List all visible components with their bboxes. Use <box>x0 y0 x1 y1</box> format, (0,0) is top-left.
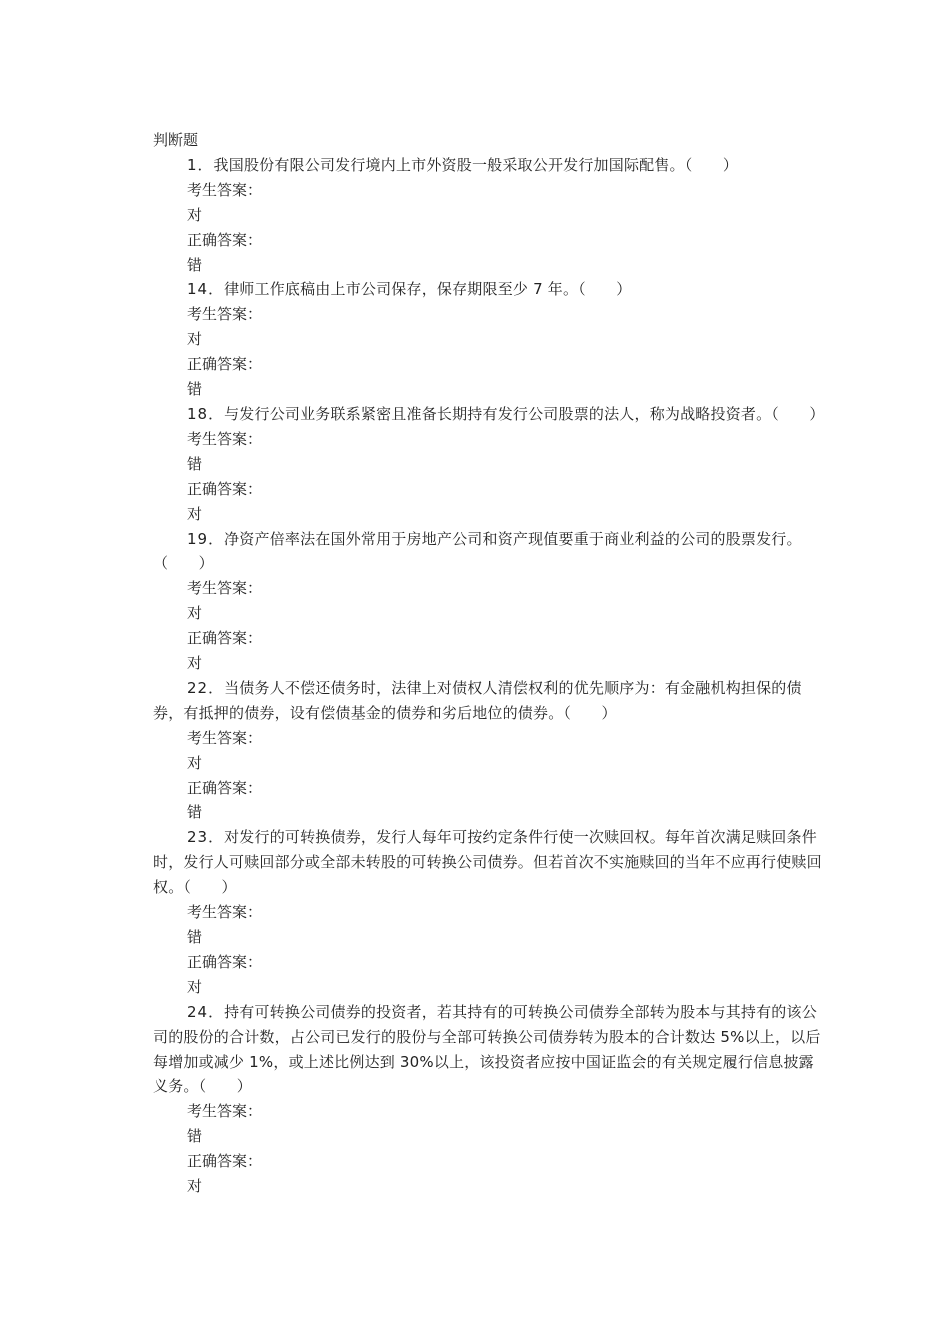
student-answer-value: 对 <box>187 753 203 772</box>
question-19 <box>153 527 825 676</box>
question-1 <box>153 153 825 278</box>
question-22 <box>153 676 825 825</box>
correct-answer-value: 错 <box>187 380 203 399</box>
correct-answer-label: 正确答案： <box>187 778 263 797</box>
document-page <box>153 128 825 1199</box>
question-text: 净资产倍率法在国外常用于房地产公司和资产现值要重于商业利益的公司的股票发行。（ ） <box>153 529 802 573</box>
correct-answer-label: 正确答案： <box>187 629 263 648</box>
question-number: 18． <box>187 404 225 423</box>
correct-answer-label: 正确答案： <box>187 230 263 249</box>
correct-answer-value: 错 <box>187 255 203 274</box>
question-number: 23． <box>187 828 225 847</box>
question-number: 22． <box>187 678 225 697</box>
question-number: 24． <box>187 1002 225 1021</box>
question-number: 19． <box>187 529 225 548</box>
question-number: 14． <box>187 280 225 299</box>
student-answer-label: 考生答案： <box>187 579 263 598</box>
question-number: 1． <box>187 155 214 174</box>
question-14 <box>153 277 825 402</box>
student-answer-value: 错 <box>187 1127 203 1146</box>
student-answer-value: 对 <box>187 604 203 623</box>
student-answer-value: 错 <box>187 454 203 473</box>
question-text: 律师工作底稿由上市公司保存，保存期限至少 7 年。（ ） <box>224 280 632 299</box>
student-answer-label: 考生答案： <box>187 429 263 448</box>
correct-answer-value: 错 <box>187 803 203 822</box>
student-answer-label: 考生答案： <box>187 1102 263 1121</box>
student-answer-label: 考生答案： <box>187 305 263 324</box>
correct-answer-value: 对 <box>187 1177 203 1196</box>
question-text: 对发行的可转换债券，发行人每年可按约定条件行使一次赎回权。每年首次满足赎回条件时，发行人可赎回部分或全部未转股的可转换公司债券。但若首次不实施赎回的当年不应再行使赎回权。（ ） <box>153 828 822 897</box>
question-text: 当债务人不偿还债务时，法律上对债权人清偿权利的优先顺序为：有金融机构担保的债券，有抵押的债券，设有偿债基金的债券和劣后地位的债券。（ ） <box>153 678 802 722</box>
student-answer-value: 错 <box>187 928 203 946</box>
correct-answer-value: 对 <box>187 504 203 523</box>
question-18 <box>153 402 825 527</box>
correct-answer-label: 正确答案： <box>187 1152 263 1171</box>
question-text: 我国股份有限公司发行境内上市外资股一般采取公开发行加国际配售。（ ） <box>213 155 739 174</box>
correct-answer-value: 对 <box>187 654 203 673</box>
student-answer-label: 考生答案： <box>187 903 263 922</box>
question-text: 与发行公司业务联系紧密且准备长期持有发行公司股票的法人，称为战略投资者。（ ） <box>224 404 825 423</box>
student-answer-value: 对 <box>187 330 203 349</box>
student-answer-label: 考生答案： <box>187 728 263 747</box>
section-title: 判断题 <box>153 131 199 149</box>
correct-answer-value: 对 <box>187 977 203 996</box>
correct-answer-label: 正确答案： <box>187 355 263 374</box>
question-24 <box>153 1000 825 1199</box>
question-23 <box>153 825 825 999</box>
correct-answer-label: 正确答案： <box>187 952 263 971</box>
correct-answer-label: 正确答案： <box>187 479 263 498</box>
question-text: 持有可转换公司债券的投资者，若其持有的可转换公司债券全部转为股本与其持有的该公司的股份的合计数，占公司已发行的股份与全部可转换公司债券转为股本的合计数达 5%以上，以后每增加或减少 1%，或上述比例达到 30%以上，该投资者应按中国证监会的有关规定履行信息披露义务。（ ） <box>153 1002 821 1096</box>
student-answer-value: 对 <box>187 205 203 224</box>
student-answer-label: 考生答案： <box>187 180 263 199</box>
